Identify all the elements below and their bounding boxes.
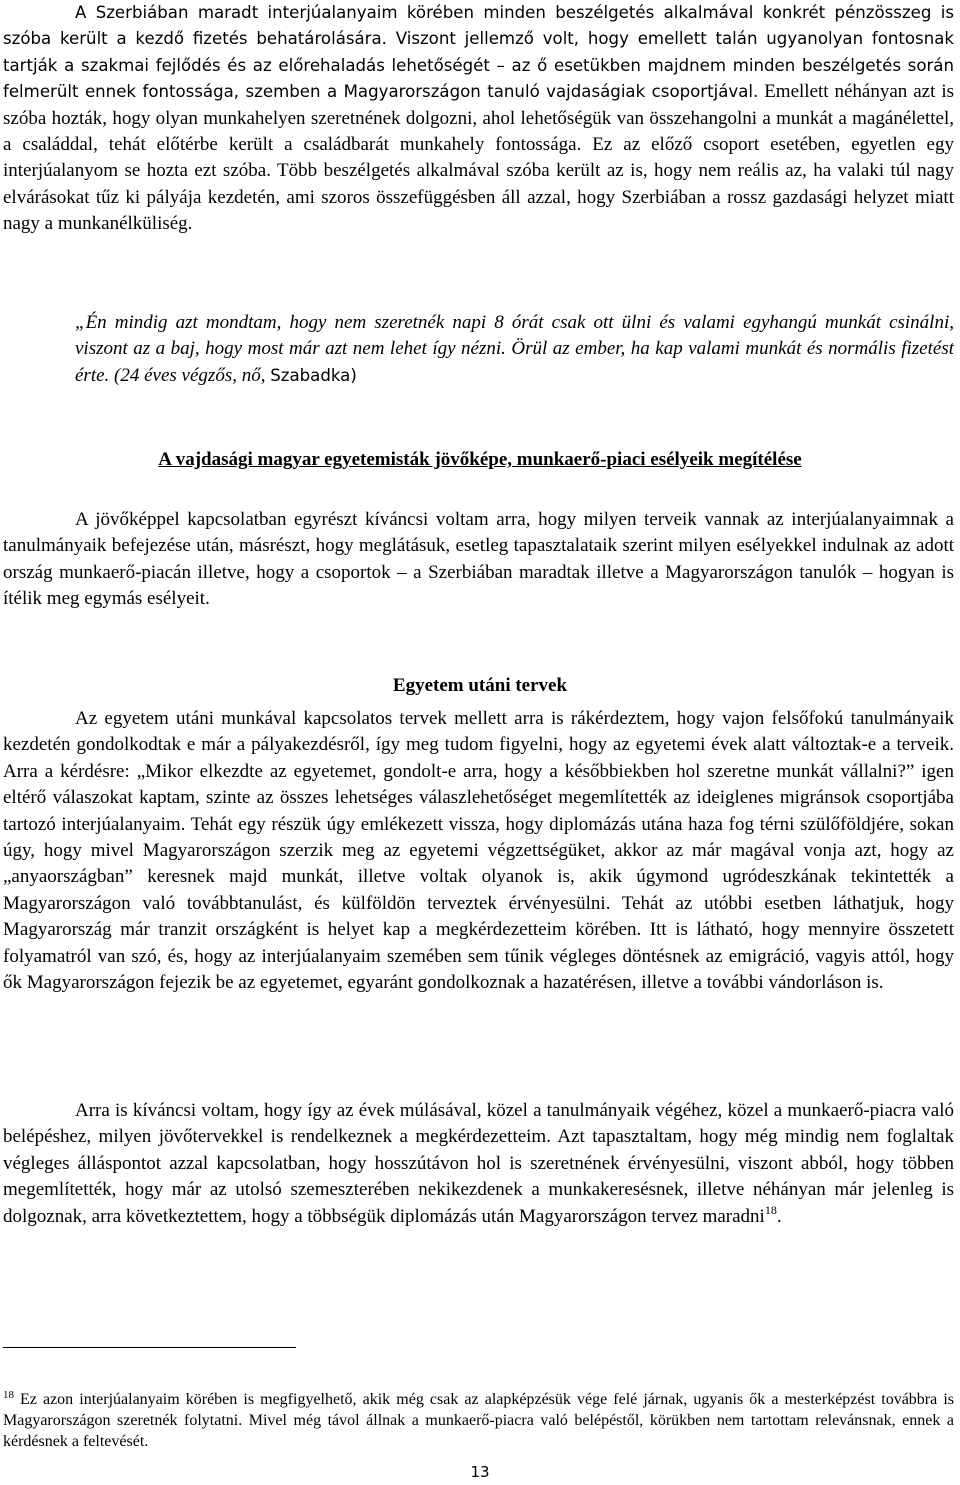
footnote-text: Ez azon interjúalanyaim körében is megfigyelhető, akik még csak az alapképzésük vége felé járnak, ugyanis ők a mesterképzést továbbra is Magyarországon szeretnék folytatni. Mivel még távol állnak a munkaerő-piacra való belépéstől, körükben nem tartottam relevánsnak, ennek a kérdésnek a feltevését.: [3, 1391, 954, 1450]
section-heading-future: A vajdasági magyar egyetemisták jövőképe, munkaerő-piaci esélyeik megítélése: [158, 449, 802, 470]
footnote-mark: 18: [3, 1389, 14, 1401]
intro-paragraph-part2: Emellett néhányan azt is szóba hozták, hogy olyan munkahelyen szeretnének dolgozni, ahol lehetőségük van összehangolni a munkát a magánélettel, a családdal, tehát előtérbe került a családbarát munkahely fontossága. Ez az előző csoport esetében, egyetlen egy interjúalanyom se hozta ezt szóba.: [3, 81, 954, 182]
intro-paragraph-part3: Több beszélgetés alkalmával szóba került az is, hogy nem reális az, ha valaki túl nagy elvárásokat tűz ki pályája kezdetén, ami szoros összefüggésben áll azzal, hogy Szerbiában a rossz gazdasági helyzet miatt nagy a munkanélküliség.: [3, 160, 954, 235]
page-number: 13: [470, 1463, 490, 1481]
interview-quote-place: Szabadka): [270, 365, 357, 385]
future-paragraph: A jövőképpel kapcsolatban egyrészt kíváncsi voltam arra, hogy milyen terveik vannak az interjúalanyaimnak a tanulmányaik befejezése után, másrészt, hogy meglátásuk, esetleg tapasztalataik szerint milyen esélyekkel indulnak az adott ország munkaerő-piacán illetve, hogy a csoportok – a Szerbiában maradtak illetve a Magyarországon tanulók – hogyan is ítélik meg egymás esélyeit.: [3, 509, 954, 610]
career-paragraph-end: .: [776, 1205, 782, 1227]
career-paragraph: [3, 1098, 954, 1230]
interview-quote-text: „Én mindig azt mondtam, hogy nem szeretnék napi 8 órát csak ott ülni és valami egyhangú munkát csinálni, viszont az a baj, hogy most már azt nem lehet így nézni. Örül az ember, ha kap valami munkát és normális fizetést érte. (24 éves végzős, nő,: [75, 312, 954, 386]
intro-paragraph-part1: A Szerbiában maradt interjúalanyaim körében minden beszélgetés alkalmával konkrét pénzösszeg is szóba került a kezdő fizetés behatárolására. Viszont jellemző volt, hogy emellett talán ugyanolyan fontosnak tartják a szakmai fejlődés és az előrehaladás lehetőségét – az ő esetükben majdnem minden beszélgetés során felmerült ennek fontossága, szemben a Magyarországon tanuló vajdaságiak csoportjával.: [3, 3, 954, 102]
interview-quote: [75, 310, 954, 389]
footnote-separator: [3, 1347, 296, 1348]
footnote: [3, 1385, 954, 1452]
career-paragraph-text: Arra is kíváncsi voltam, hogy így az évek múlásával, közel a tanulmányaik végéhez, közel a munkaerő-piacra való belépéshez, milyen jövőtervekkel is rendelkeznek a megkérdezetteim. Azt tapasztaltam, hogy még mindig nem foglaltak végleges álláspontot azzal kapcsolatban, hogy hosszútávon hol is szeretnének érvényesülni, viszont abból, hogy többen megemlítették, hogy már az utolsó szemeszterében nekikezdenek a munkakeresésnek, illetve néhányan már jelenleg is dolgoznak, arra következtettem, hogy a többségük diplomázás után Magyarországon tervez maradni: [3, 1100, 954, 1227]
footnote-reference[interactable]: 18: [764, 1202, 777, 1217]
section-heading-plans: Egyetem utáni tervek: [392, 675, 568, 696]
plans-paragraph: Az egyetem utáni munkával kapcsolatos tervek mellett arra is rákérdeztem, hogy vajon felsőfokú tanulmányaik kezdetén gondolkodtak e már a pályakezdésről, így meg tudom figyelni, hogy az egyetemi évek alatt változtak-e a terveik. Arra a kérdésre: „Mikor elkezdte az egyetemet, gondolt-e arra, hogy a későbbiekben hol szeretne munkát vállalni?” igen eltérő válaszokat kaptam, szinte az összes lehetséges válaszlehetőséget megemlítették az ideiglenes migránsok csoportjába tartozó interjúalanyaim. Tehát egy részük úgy emlékezett vissza, hogy diplomázás utána haza fog térni szülőföldjére, sokan úgy, hogy mivel Magyarországon szerzik meg az egyetemi végzettségüket, akkor az már magával vonja azt, hogy az „anyaországban” keresnek majd munkát, illetve voltak olyanok is, akik úgymond ugródeszkának tekintették a Magyarországon való továbbtanulást, és külföldön terveztek érvényesülni. Tehát az utóbbi esetben láthatjuk, hogy Magyarország már tranzit országként is helyet kap a megkérdezetteim körében. Itt is látható, hogy mennyire összetett folyamatról van szó, és, hogy az interjúalanyaim szemében sem tűnik végleges döntésnek az emigráció, vagyis attól, hogy ők Magyarországon fejezik be az egyetemet, egyaránt gondolkoznak a hazatérésen, illetve a további vándorláson is.: [3, 708, 954, 994]
intro-paragraph: [3, 0, 954, 238]
